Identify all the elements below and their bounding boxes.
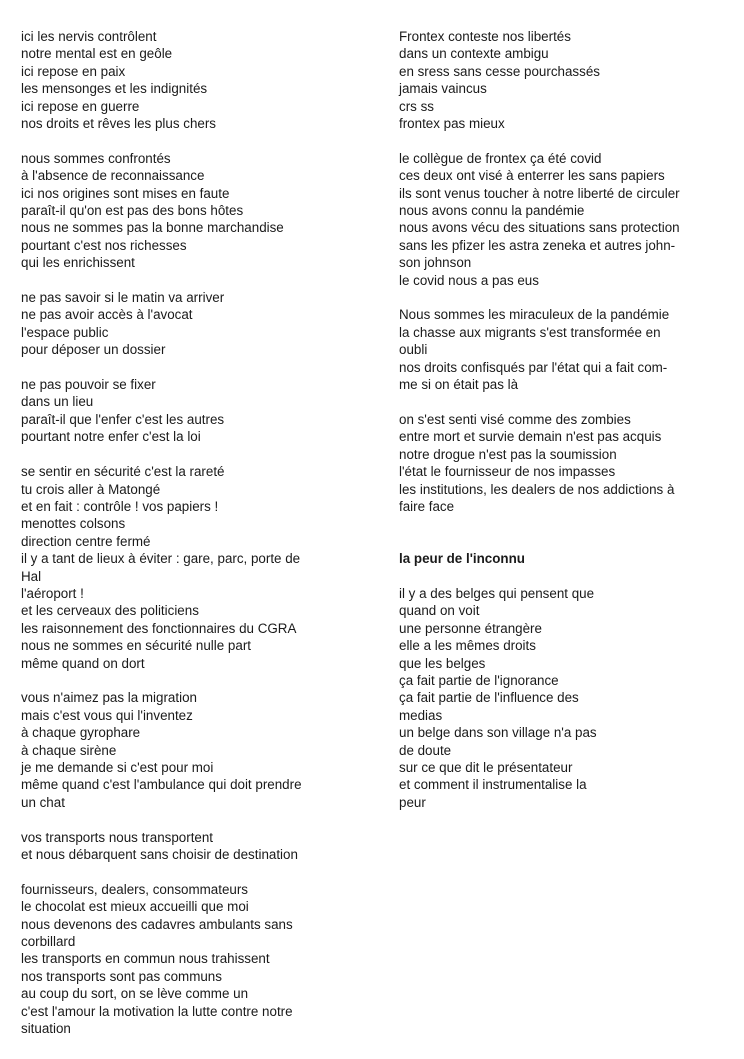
poem-line: même quand on dort — [21, 655, 145, 671]
poem-line: situation — [21, 1021, 71, 1037]
stanza — [21, 463, 351, 672]
poem-line: nos transports sont pas communs — [21, 968, 222, 984]
poem-line: pourtant c'est nos richesses — [21, 237, 187, 253]
poem-line: medias — [399, 707, 443, 723]
poem-line: les transports en commun nous trahissent — [21, 951, 270, 967]
stanza — [21, 28, 351, 132]
poem-line: tu crois aller à Matongé — [21, 481, 161, 497]
poem-line: c'est l'amour la motivation la lutte contre notre — [21, 1003, 293, 1019]
stanza — [399, 150, 729, 289]
poem-line: la chasse aux migrants s'est transformée en — [399, 324, 661, 340]
poem-line: et les cerveaux des politiciens — [21, 603, 199, 619]
poem-line: dans un contexte ambigu — [399, 46, 549, 62]
poem-line: vous n'aimez pas la migration — [21, 690, 197, 706]
poem-line: paraît-il que l'enfer c'est les autres — [21, 411, 225, 427]
poem-line: ne pas savoir si le matin va arriver — [21, 290, 225, 306]
poem-line: nos droits confisqués par l'état qui a fait com- — [399, 359, 668, 375]
poem-line: un belge dans son village n'a pas — [399, 725, 597, 741]
poem-line: l'état le fournisseur de nos impasses — [399, 464, 616, 480]
poem-line: ne pas avoir accès à l'avocat — [21, 307, 193, 323]
poem-line: pour déposer un dossier — [21, 342, 166, 358]
poem-line: nous ne sommes en sécurité nulle part — [21, 638, 251, 654]
poem-line: je me demande si c'est pour moi — [21, 759, 214, 775]
poem-line: quand on voit — [399, 603, 480, 619]
poem-line: nous devenons des cadavres ambulants sans — [21, 916, 293, 932]
poem-line: son johnson — [399, 255, 472, 271]
poem-line: l'espace public — [21, 324, 109, 340]
poem-line: corbillard — [21, 934, 76, 950]
stanza — [21, 289, 351, 359]
poem-line: ne pas pouvoir se fixer — [21, 377, 156, 393]
poem-line: nous ne sommes pas la bonne marchandise — [21, 220, 284, 236]
poem-line: fournisseurs, dealers, consommateurs — [21, 881, 248, 897]
left-column — [21, 28, 351, 1055]
poem-line: et comment il instrumentalise la — [399, 777, 587, 793]
poem-line: vos transports nous transportent — [21, 829, 214, 845]
section-title: la peur de l'inconnu — [399, 551, 525, 567]
poem-line: il y a tant de lieux à éviter : gare, parc, porte de — [21, 551, 301, 567]
poem-line: à l'absence de reconnaissance — [21, 168, 205, 184]
poem-line: ici repose en paix — [21, 63, 126, 79]
poem-line: le chocolat est mieux accueilli que moi — [21, 899, 249, 915]
poem-line: qui les enrichissent — [21, 255, 135, 271]
poem-line: mais c'est vous qui l'inventez — [21, 707, 193, 723]
stanza — [21, 881, 351, 1038]
poem-line: pourtant notre enfer c'est la loi — [21, 429, 201, 445]
poem-line: les mensonges et les indignités — [21, 81, 208, 97]
poem-line: en sress sans cesse pourchassés — [399, 63, 600, 79]
poem-line: entre mort et survie demain n'est pas acquis — [399, 429, 662, 445]
poem-line: nous sommes confrontés — [21, 150, 171, 166]
poem-line: peur — [399, 794, 426, 810]
poem-line: on s'est senti visé comme des zombies — [399, 411, 631, 427]
poem-line: ça fait partie de l'influence des — [399, 690, 579, 706]
stanza — [21, 376, 351, 446]
right-column — [399, 28, 729, 829]
poem-line: menottes colsons — [21, 516, 126, 532]
stanza — [399, 306, 729, 393]
poem-line: un chat — [21, 794, 65, 810]
poem-line: oubli — [399, 342, 428, 358]
poem-line: Frontex conteste nos libertés — [399, 29, 571, 44]
poem-line: notre drogue n'est pas la soumission — [399, 446, 617, 462]
stanza — [21, 150, 351, 272]
poem-line: à chaque sirène — [21, 742, 117, 758]
poem-line: paraît-il qu'on est pas des bons hôtes — [21, 203, 244, 219]
stanza — [21, 829, 351, 864]
poem-line: sans les pfizer les astra zeneka et autres john- — [399, 237, 676, 253]
poem-line: les raisonnement des fonctionnaires du CGRA — [21, 620, 297, 636]
stanza — [399, 585, 729, 811]
poem-line: le collègue de frontex ça été covid — [399, 150, 602, 166]
stanza — [21, 689, 351, 811]
poem-line: ils sont venus toucher à notre liberté de circuler — [399, 185, 680, 201]
poem-line: nos droits et rêves les plus chers — [21, 116, 216, 132]
poem-line: dans un lieu — [21, 394, 94, 410]
poem-line: Hal — [21, 568, 42, 584]
poem-line: faire face — [399, 498, 455, 514]
poem-line: Nous sommes les miraculeux de la pandémie — [399, 307, 670, 323]
poem-line: notre mental est en geôle — [21, 46, 173, 62]
poem-line: ici nos origines sont mises en faute — [21, 185, 230, 201]
poem-line: frontex pas mieux — [399, 116, 505, 132]
poem-line: jamais vaincus — [399, 81, 487, 97]
stanza — [399, 411, 729, 515]
poem-line: une personne étrangère — [399, 620, 542, 636]
poem-line: nous avons vécu des situations sans protection — [399, 220, 680, 236]
poem-line: ici repose en guerre — [21, 98, 140, 114]
poem-line: au coup du sort, on se lève comme un — [21, 986, 249, 1002]
poem-line: que les belges — [399, 655, 486, 671]
poem-line: ici les nervis contrôlent — [21, 29, 157, 44]
poem-line: se sentir en sécurité c'est la rareté — [21, 464, 225, 480]
poem-line: les institutions, les dealers de nos addictions à — [399, 481, 675, 497]
poem-line: crs ss — [399, 98, 434, 114]
poem-line: nous avons connu la pandémie — [399, 203, 585, 219]
poem-line: me si on était pas là — [399, 377, 519, 393]
poem-line: à chaque gyrophare — [21, 725, 141, 741]
poem-line: ça fait partie de l'ignorance — [399, 672, 559, 688]
poem-line: sur ce que dit le présentateur — [399, 759, 573, 775]
poem-line: et nous débarquent sans choisir de destination — [21, 847, 298, 862]
stanza — [399, 28, 729, 132]
poem-line: même quand c'est l'ambulance qui doit prendre — [21, 777, 302, 793]
poem-line: il y a des belges qui pensent que — [399, 585, 595, 601]
poem-line: ces deux ont visé à enterrer les sans papiers — [399, 168, 665, 184]
poem-line: et en fait : contrôle ! vos papiers ! — [21, 498, 219, 514]
poem-line: l'aéroport ! — [21, 585, 84, 601]
poem-line: de doute — [399, 742, 452, 758]
poem-line: le covid nous a pas eus — [399, 272, 539, 288]
poem-line: elle a les mêmes droits — [399, 638, 536, 654]
poem-line: direction centre fermé — [21, 533, 151, 549]
